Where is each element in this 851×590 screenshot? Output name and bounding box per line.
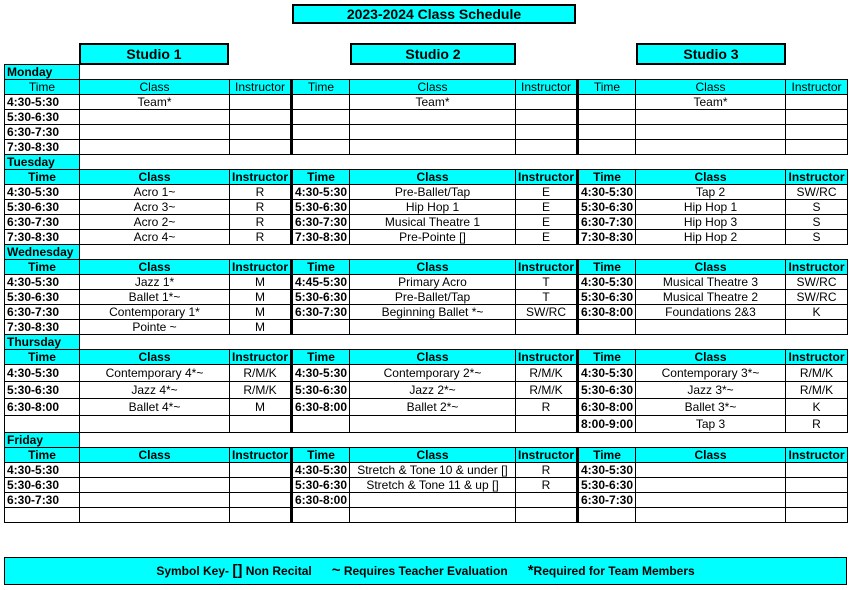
cell-instructor — [786, 125, 848, 140]
cell-instructor: SW/RC — [516, 305, 578, 320]
cell-instructor — [516, 320, 578, 335]
cell-class — [80, 493, 230, 508]
cell-time: 6:30-7:30 — [578, 215, 636, 230]
schedule-row — [5, 493, 848, 508]
cell-instructor: R — [516, 463, 578, 478]
cell-class — [80, 508, 230, 523]
cell-instructor: E — [516, 185, 578, 200]
cell-instructor — [516, 493, 578, 508]
cell-time: 6:30-8:00 — [578, 399, 636, 416]
cell-instructor: R — [516, 399, 578, 416]
day-label: Thursday — [5, 335, 80, 350]
cell-instructor: R/M/K — [786, 382, 848, 399]
cell-class: Ballet 3*~ — [636, 399, 786, 416]
cell-instructor — [786, 95, 848, 110]
cell-class — [350, 508, 516, 523]
schedule-row — [5, 399, 848, 416]
cell-time: 4:30-5:30 — [5, 95, 80, 110]
schedule-row — [5, 230, 848, 245]
cell-time — [292, 320, 350, 335]
column-header-instructor: Instructor — [516, 170, 578, 185]
cell-instructor: S — [786, 230, 848, 245]
cell-time: 5:30-6:30 — [5, 478, 80, 493]
cell-time — [578, 508, 636, 523]
column-header-class: Class — [350, 80, 516, 95]
cell-instructor: E — [516, 200, 578, 215]
day-spacer — [80, 245, 848, 260]
column-header-row — [5, 350, 848, 365]
cell-class: Contemporary 2*~ — [350, 365, 516, 382]
cell-instructor — [230, 463, 292, 478]
cell-class — [350, 110, 516, 125]
column-header-class: Class — [350, 350, 516, 365]
day-spacer — [80, 65, 848, 80]
schedule-title: 2023-2024 Class Schedule — [292, 4, 576, 24]
schedule-row — [5, 320, 848, 335]
cell-instructor: R — [230, 230, 292, 245]
cell-time: 5:30-6:30 — [5, 382, 80, 399]
cell-class — [80, 416, 230, 433]
column-header-time: Time — [292, 350, 350, 365]
schedule-row — [5, 382, 848, 399]
column-header-row — [5, 260, 848, 275]
cell-class — [350, 125, 516, 140]
cell-class — [636, 493, 786, 508]
cell-instructor: R — [230, 200, 292, 215]
column-header-instructor: Instructor — [786, 448, 848, 463]
cell-instructor: K — [786, 305, 848, 320]
cell-instructor: M — [230, 275, 292, 290]
cell-time: 4:30-5:30 — [292, 185, 350, 200]
studio-1-header: Studio 1 — [79, 43, 229, 65]
cell-instructor — [516, 95, 578, 110]
cell-instructor: SW/RC — [786, 185, 848, 200]
column-header-class: Class — [80, 350, 230, 365]
cell-time — [292, 110, 350, 125]
cell-instructor: S — [786, 215, 848, 230]
cell-time: 6:30-8:00 — [292, 399, 350, 416]
cell-class: Hip Hop 1 — [636, 200, 786, 215]
cell-time: 5:30-6:30 — [5, 290, 80, 305]
cell-class: Tap 2 — [636, 185, 786, 200]
cell-class — [636, 110, 786, 125]
cell-time — [292, 95, 350, 110]
column-header-row — [5, 448, 848, 463]
cell-class: Ballet 1*~ — [80, 290, 230, 305]
schedule-row — [5, 416, 848, 433]
cell-time — [578, 140, 636, 155]
cell-time: 6:30-7:30 — [292, 305, 350, 320]
column-header-class: Class — [636, 448, 786, 463]
cell-time: 5:30-6:30 — [292, 290, 350, 305]
column-header-class: Class — [636, 170, 786, 185]
cell-instructor — [786, 493, 848, 508]
schedule-row — [5, 275, 848, 290]
column-header-time: Time — [292, 170, 350, 185]
column-header-time: Time — [292, 260, 350, 275]
cell-class: Hip Hop 3 — [636, 215, 786, 230]
cell-class — [350, 140, 516, 155]
cell-class — [80, 463, 230, 478]
cell-time: 4:30-5:30 — [5, 365, 80, 382]
cell-instructor: R/M/K — [516, 365, 578, 382]
cell-class: Musical Theatre 2 — [636, 290, 786, 305]
cell-class: Hip Hop 2 — [636, 230, 786, 245]
cell-instructor — [516, 416, 578, 433]
column-header-instructor: Instructor — [230, 80, 292, 95]
cell-instructor: K — [786, 399, 848, 416]
column-header-class: Class — [80, 448, 230, 463]
cell-class — [636, 320, 786, 335]
column-header-time: Time — [5, 260, 80, 275]
cell-time — [5, 508, 80, 523]
cell-class: Stretch & Tone 11 & up [] — [350, 478, 516, 493]
column-header-row — [5, 80, 848, 95]
cell-instructor — [516, 125, 578, 140]
cell-time: 6:30-7:30 — [5, 305, 80, 320]
cell-class — [350, 320, 516, 335]
cell-instructor — [230, 125, 292, 140]
cell-class: Ballet 4*~ — [80, 399, 230, 416]
cell-class: Team* — [80, 95, 230, 110]
cell-time: 4:30-5:30 — [292, 463, 350, 478]
column-header-instructor: Instructor — [516, 350, 578, 365]
cell-instructor: R — [230, 185, 292, 200]
cell-instructor — [230, 140, 292, 155]
cell-instructor: M — [230, 399, 292, 416]
cell-time: 5:30-6:30 — [578, 382, 636, 399]
cell-time: 4:30-5:30 — [5, 185, 80, 200]
column-header-instructor: Instructor — [786, 260, 848, 275]
cell-class — [350, 416, 516, 433]
column-header-time: Time — [578, 80, 636, 95]
cell-time — [292, 140, 350, 155]
column-header-time: Time — [5, 170, 80, 185]
column-header-time: Time — [578, 350, 636, 365]
cell-time: 5:30-6:30 — [578, 290, 636, 305]
cell-class: Contemporary 4*~ — [80, 365, 230, 382]
cell-instructor: R — [786, 416, 848, 433]
day-row — [5, 433, 848, 448]
cell-class: Acro 4~ — [80, 230, 230, 245]
column-header-time: Time — [578, 448, 636, 463]
cell-time: 6:30-8:00 — [292, 493, 350, 508]
column-header-instructor: Instructor — [516, 260, 578, 275]
schedule-row — [5, 125, 848, 140]
day-row — [5, 65, 848, 80]
cell-time: 6:30-7:30 — [292, 215, 350, 230]
cell-class: Stretch & Tone 10 & under [] — [350, 463, 516, 478]
cell-instructor — [230, 478, 292, 493]
cell-instructor — [786, 463, 848, 478]
cell-instructor — [230, 416, 292, 433]
column-header-time: Time — [578, 170, 636, 185]
studio-3-header: Studio 3 — [636, 43, 786, 65]
cell-instructor: R/M/K — [786, 365, 848, 382]
column-header-time: Time — [5, 80, 80, 95]
cell-instructor: SW/RC — [786, 275, 848, 290]
cell-class: Jazz 3*~ — [636, 382, 786, 399]
key-text-team: Required for Team Members — [533, 564, 695, 578]
cell-instructor: R — [230, 215, 292, 230]
cell-instructor: T — [516, 275, 578, 290]
cell-class — [80, 110, 230, 125]
day-label: Wednesday — [5, 245, 80, 260]
cell-class — [80, 125, 230, 140]
column-header-class: Class — [80, 80, 230, 95]
cell-class: Team* — [636, 95, 786, 110]
cell-time — [292, 416, 350, 433]
column-header-time: Time — [578, 260, 636, 275]
column-header-time: Time — [292, 80, 350, 95]
column-header-instructor: Instructor — [786, 170, 848, 185]
column-header-row — [5, 170, 848, 185]
key-label: Symbol Key- — [156, 564, 229, 578]
cell-instructor — [230, 95, 292, 110]
cell-instructor: R/M/K — [230, 382, 292, 399]
studio-2-header: Studio 2 — [350, 43, 516, 65]
schedule-row — [5, 478, 848, 493]
cell-class: Pointe ~ — [80, 320, 230, 335]
cell-instructor: E — [516, 215, 578, 230]
cell-time: 4:30-5:30 — [578, 275, 636, 290]
cell-class: Acro 2~ — [80, 215, 230, 230]
cell-instructor — [786, 478, 848, 493]
cell-time: 5:30-6:30 — [292, 382, 350, 399]
cell-time — [578, 95, 636, 110]
cell-time: 5:30-6:30 — [292, 478, 350, 493]
schedule-row — [5, 508, 848, 523]
cell-instructor: SW/RC — [786, 290, 848, 305]
cell-time — [292, 125, 350, 140]
cell-instructor — [516, 110, 578, 125]
cell-instructor — [786, 320, 848, 335]
cell-instructor — [786, 508, 848, 523]
cell-instructor — [230, 493, 292, 508]
column-header-time: Time — [5, 350, 80, 365]
cell-time: 4:45-5:30 — [292, 275, 350, 290]
column-header-instructor: Instructor — [516, 80, 578, 95]
cell-class: Beginning Ballet *~ — [350, 305, 516, 320]
schedule-row — [5, 95, 848, 110]
cell-class: Primary Acro — [350, 275, 516, 290]
cell-class: Pre-Pointe [] — [350, 230, 516, 245]
cell-instructor: E — [516, 230, 578, 245]
key-text-non-recital: Non Recital — [245, 564, 312, 578]
key-symbol-asterisk: * — [527, 562, 534, 579]
cell-time: 4:30-5:30 — [5, 275, 80, 290]
day-spacer — [80, 335, 848, 350]
column-header-instructor: Instructor — [230, 350, 292, 365]
cell-instructor: R/M/K — [516, 382, 578, 399]
column-header-class: Class — [350, 170, 516, 185]
day-label: Tuesday — [5, 155, 80, 170]
cell-class: Jazz 2*~ — [350, 382, 516, 399]
cell-time: 7:30-8:30 — [5, 320, 80, 335]
cell-instructor — [230, 110, 292, 125]
cell-time — [292, 508, 350, 523]
cell-class: Tap 3 — [636, 416, 786, 433]
column-header-class: Class — [350, 448, 516, 463]
cell-class: Contemporary 3*~ — [636, 365, 786, 382]
column-header-instructor: Instructor — [786, 80, 848, 95]
cell-class: Hip Hop 1 — [350, 200, 516, 215]
cell-time — [5, 416, 80, 433]
cell-time: 8:00-9:00 — [578, 416, 636, 433]
key-symbol-brackets: [] — [232, 562, 243, 579]
cell-class — [636, 508, 786, 523]
cell-time: 5:30-6:30 — [578, 200, 636, 215]
day-spacer — [80, 155, 848, 170]
day-spacer — [80, 433, 848, 448]
cell-instructor: R — [516, 478, 578, 493]
column-header-class: Class — [636, 80, 786, 95]
cell-class: Team* — [350, 95, 516, 110]
cell-instructor — [786, 110, 848, 125]
cell-class: Acro 3~ — [80, 200, 230, 215]
cell-instructor — [786, 140, 848, 155]
column-header-instructor: Instructor — [516, 448, 578, 463]
schedule-row — [5, 365, 848, 382]
cell-time: 5:30-6:30 — [292, 200, 350, 215]
cell-instructor: R/M/K — [230, 365, 292, 382]
cell-time: 6:30-7:30 — [5, 125, 80, 140]
schedule-row — [5, 185, 848, 200]
cell-class: Musical Theatre 1 — [350, 215, 516, 230]
cell-class: Jazz 1* — [80, 275, 230, 290]
cell-time: 7:30-8:30 — [578, 230, 636, 245]
cell-class — [636, 140, 786, 155]
cell-class — [80, 140, 230, 155]
symbol-key — [4, 557, 847, 585]
cell-time: 6:30-8:00 — [5, 399, 80, 416]
column-header-class: Class — [80, 260, 230, 275]
cell-class: Foundations 2&3 — [636, 305, 786, 320]
schedule-row — [5, 110, 848, 125]
column-header-instructor: Instructor — [786, 350, 848, 365]
cell-time: 6:30-8:00 — [578, 305, 636, 320]
cell-class — [636, 125, 786, 140]
cell-time: 4:30-5:30 — [578, 185, 636, 200]
cell-instructor: T — [516, 290, 578, 305]
schedule-row — [5, 290, 848, 305]
column-header-class: Class — [636, 260, 786, 275]
cell-class — [636, 478, 786, 493]
cell-instructor: M — [230, 320, 292, 335]
cell-time: 4:30-5:30 — [292, 365, 350, 382]
cell-class — [350, 493, 516, 508]
cell-class: Contemporary 1* — [80, 305, 230, 320]
cell-instructor — [516, 140, 578, 155]
schedule-table — [4, 64, 848, 523]
key-symbol-tilde: ~ — [331, 562, 341, 579]
column-header-instructor: Instructor — [230, 170, 292, 185]
schedule-row — [5, 215, 848, 230]
key-text-teacher-eval: Requires Teacher Evaluation — [343, 564, 508, 578]
cell-class: Acro 1~ — [80, 185, 230, 200]
column-header-instructor: Instructor — [230, 260, 292, 275]
cell-time: 4:30-5:30 — [578, 365, 636, 382]
day-row — [5, 155, 848, 170]
column-header-instructor: Instructor — [230, 448, 292, 463]
cell-class — [80, 478, 230, 493]
day-row — [5, 245, 848, 260]
cell-class: Pre-Ballet/Tap — [350, 185, 516, 200]
schedule-row — [5, 200, 848, 215]
schedule-row — [5, 305, 848, 320]
cell-time: 4:30-5:30 — [578, 463, 636, 478]
cell-time: 7:30-8:30 — [5, 230, 80, 245]
column-header-time: Time — [5, 448, 80, 463]
cell-instructor: S — [786, 200, 848, 215]
cell-class: Pre-Ballet/Tap — [350, 290, 516, 305]
cell-instructor — [230, 508, 292, 523]
column-header-class: Class — [80, 170, 230, 185]
cell-instructor — [516, 508, 578, 523]
cell-time: 7:30-8:30 — [292, 230, 350, 245]
schedule-row — [5, 463, 848, 478]
day-label: Monday — [5, 65, 80, 80]
column-header-class: Class — [636, 350, 786, 365]
cell-time — [578, 320, 636, 335]
cell-time: 7:30-8:30 — [5, 140, 80, 155]
cell-instructor: M — [230, 305, 292, 320]
cell-time: 6:30-7:30 — [5, 493, 80, 508]
cell-time: 6:30-7:30 — [578, 493, 636, 508]
column-header-class: Class — [350, 260, 516, 275]
cell-class: Musical Theatre 3 — [636, 275, 786, 290]
cell-time — [578, 125, 636, 140]
cell-time: 5:30-6:30 — [5, 110, 80, 125]
cell-time: 4:30-5:30 — [5, 463, 80, 478]
column-header-time: Time — [292, 448, 350, 463]
cell-time: 6:30-7:30 — [5, 215, 80, 230]
cell-class: Jazz 4*~ — [80, 382, 230, 399]
cell-class — [636, 463, 786, 478]
day-label: Friday — [5, 433, 80, 448]
cell-time: 5:30-6:30 — [578, 478, 636, 493]
day-row — [5, 335, 848, 350]
cell-class: Ballet 2*~ — [350, 399, 516, 416]
cell-time: 5:30-6:30 — [5, 200, 80, 215]
schedule-row — [5, 140, 848, 155]
cell-time — [578, 110, 636, 125]
cell-instructor: M — [230, 290, 292, 305]
